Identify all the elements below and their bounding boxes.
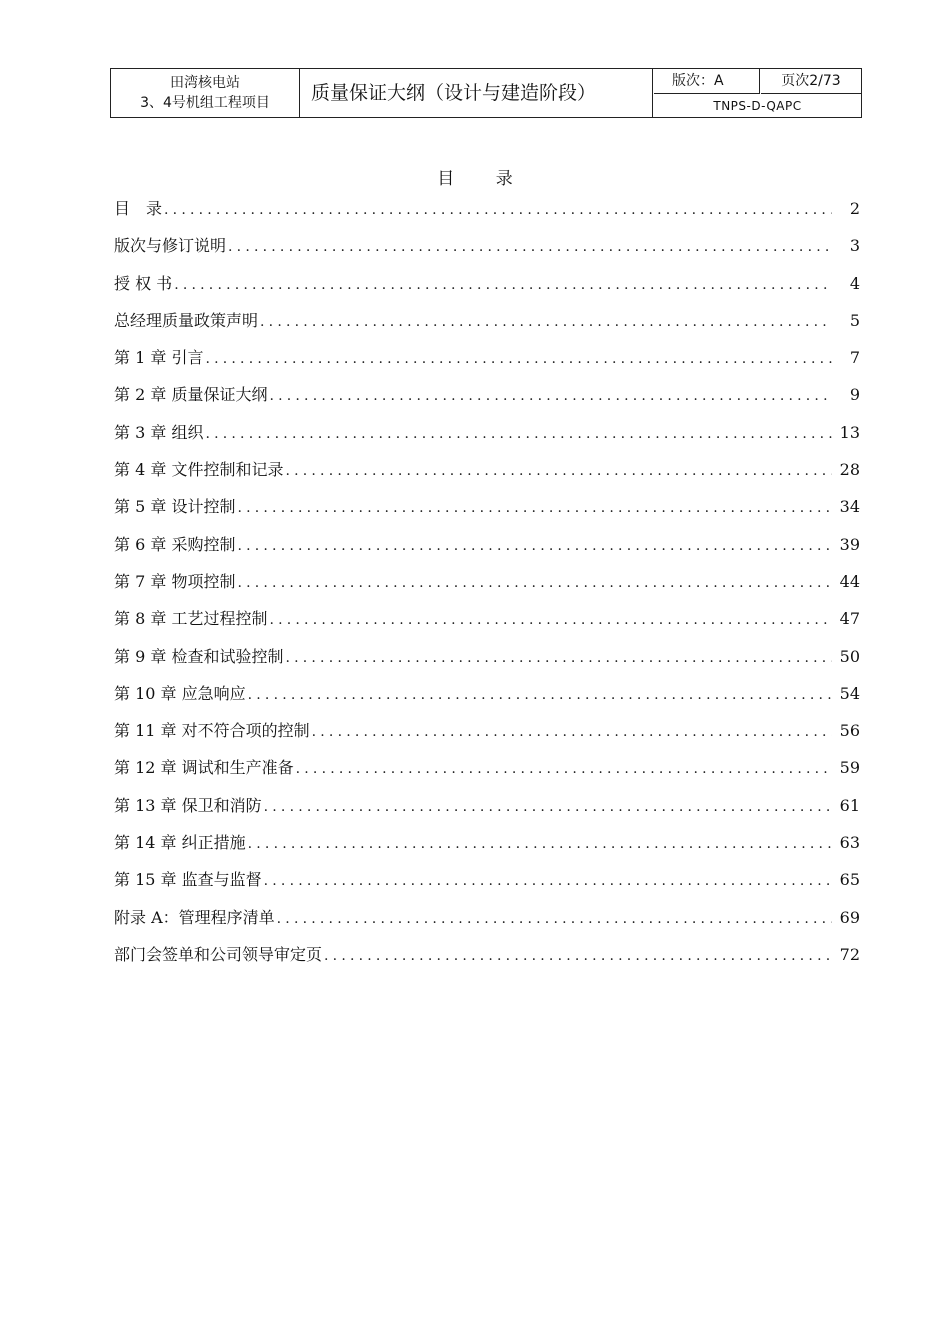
toc-entry-label: 第 8 章 工艺过程控制 xyxy=(114,609,268,629)
toc-entry-label: 第 9 章 检查和试验控制 xyxy=(114,646,284,666)
toc-entry-label: 附录 A：管理程序清单 xyxy=(114,907,275,927)
toc-entry-label: 第 1 章 引言 xyxy=(114,348,204,368)
toc-entry-page: 34 xyxy=(839,497,860,517)
toc-entry-page: 2 xyxy=(849,199,860,218)
toc-dot-leader xyxy=(269,605,832,635)
toc-entry-page: 9 xyxy=(849,385,860,405)
toc-entry-label: 总经理质量政策声明 xyxy=(114,310,259,330)
toc-entry-page: 7 xyxy=(849,348,860,368)
toc-dot-leader xyxy=(164,195,832,225)
toc-entry[interactable] xyxy=(114,194,860,231)
organization-cell xyxy=(111,69,300,117)
toc-entry-label: 第 15 章 监查与监督 xyxy=(114,870,262,890)
toc-dot-leader xyxy=(264,866,832,896)
document-info-cell xyxy=(654,69,861,117)
toc-entry[interactable] xyxy=(114,231,860,268)
toc-entry-page: 50 xyxy=(839,646,860,666)
toc-entry-label: 版次与修订说明 xyxy=(114,236,227,256)
document-code: TNPS-D-QAPC xyxy=(713,99,802,113)
toc-dot-leader xyxy=(237,493,832,523)
toc-entry[interactable] xyxy=(114,604,860,641)
toc-entry-label: 第 3 章 组织 xyxy=(114,422,204,442)
toc-entry[interactable] xyxy=(114,455,860,492)
toc-dot-leader xyxy=(296,754,832,784)
toc-entry-page: 59 xyxy=(839,758,860,778)
toc-entry-page: 28 xyxy=(839,460,860,480)
toc-entry-page: 47 xyxy=(839,609,860,629)
toc-dot-leader xyxy=(264,792,832,822)
toc-entry-page: 63 xyxy=(839,833,860,853)
toc-dot-leader xyxy=(228,232,832,262)
toc-dot-leader xyxy=(324,941,832,971)
toc-entry-label: 授 权 书 xyxy=(114,273,173,293)
toc-dot-leader xyxy=(237,531,832,561)
project-name: 3、4号机组工程项目 xyxy=(140,95,270,111)
toc-entry[interactable] xyxy=(114,343,860,380)
document-header xyxy=(110,68,862,118)
toc-entry[interactable] xyxy=(114,418,860,455)
toc-dot-leader xyxy=(237,568,832,598)
toc-entry-label: 第 6 章 采购控制 xyxy=(114,534,236,554)
toc-dot-leader xyxy=(312,717,832,747)
toc-entry-label: 第 10 章 应急响应 xyxy=(114,683,246,703)
toc-entry[interactable] xyxy=(114,492,860,529)
toc-entry-label: 第 12 章 调试和生产准备 xyxy=(114,758,294,778)
toc-entry-page: 13 xyxy=(839,422,860,442)
toc-entry-label: 第 11 章 对不符合项的控制 xyxy=(114,721,310,741)
toc-dot-leader xyxy=(205,419,832,449)
toc-dot-leader xyxy=(248,829,832,859)
toc-dot-leader xyxy=(285,643,832,673)
toc-entry[interactable] xyxy=(114,716,860,753)
toc-list xyxy=(114,194,860,977)
toc-dot-leader xyxy=(174,270,832,300)
toc-dot-leader xyxy=(248,680,832,710)
toc-entry[interactable] xyxy=(114,642,860,679)
toc-entry[interactable] xyxy=(114,380,860,417)
toc-entry[interactable] xyxy=(114,269,860,306)
toc-entry[interactable] xyxy=(114,865,860,902)
toc-entry[interactable] xyxy=(114,753,860,790)
toc-entry-page: 44 xyxy=(839,571,860,591)
toc-entry-page: 61 xyxy=(839,795,860,815)
toc-dot-leader xyxy=(260,307,832,337)
toc-entry[interactable] xyxy=(114,530,860,567)
toc-entry-page: 5 xyxy=(849,310,860,330)
edition-label: 版次：A xyxy=(654,69,760,94)
toc-entry-page: 69 xyxy=(839,907,860,927)
toc-entry[interactable] xyxy=(114,306,860,343)
toc-dot-leader xyxy=(269,381,832,411)
toc-entry[interactable] xyxy=(114,679,860,716)
toc-heading: 目 录 xyxy=(437,169,531,189)
document-title: 质量保证大纲（设计与建造阶段） xyxy=(301,69,653,117)
toc-entry[interactable] xyxy=(114,567,860,604)
organization-name: 田湾核电站 xyxy=(170,75,240,91)
toc-entry-page: 72 xyxy=(839,944,860,964)
toc-entry[interactable] xyxy=(114,903,860,940)
toc-dot-leader xyxy=(205,344,832,374)
toc-entry-page: 54 xyxy=(839,683,860,703)
page-number-label: 页次2/73 xyxy=(761,69,861,94)
toc-entry[interactable] xyxy=(114,791,860,828)
toc-entry-label: 目 录 xyxy=(114,199,163,218)
toc-entry-page: 39 xyxy=(839,534,860,554)
toc-entry-label: 第 14 章 纠正措施 xyxy=(114,833,246,853)
toc-entry[interactable] xyxy=(114,940,860,977)
toc-dot-leader xyxy=(285,456,832,486)
toc-entry-page: 65 xyxy=(839,870,860,890)
toc-entry-label: 部门会签单和公司领导审定页 xyxy=(114,944,323,964)
toc-entry-page: 56 xyxy=(839,721,860,741)
toc-entry-label: 第 5 章 设计控制 xyxy=(114,497,236,517)
toc-entry-label: 第 13 章 保卫和消防 xyxy=(114,795,262,815)
toc-entry-page: 3 xyxy=(849,236,860,256)
toc-entry-label: 第 7 章 物项控制 xyxy=(114,571,236,591)
toc-entry-label: 第 4 章 文件控制和记录 xyxy=(114,460,284,480)
toc-entry-label: 第 2 章 质量保证大纲 xyxy=(114,385,268,405)
toc-entry[interactable] xyxy=(114,828,860,865)
toc-dot-leader xyxy=(277,904,832,934)
toc-entry-page: 4 xyxy=(849,273,860,293)
